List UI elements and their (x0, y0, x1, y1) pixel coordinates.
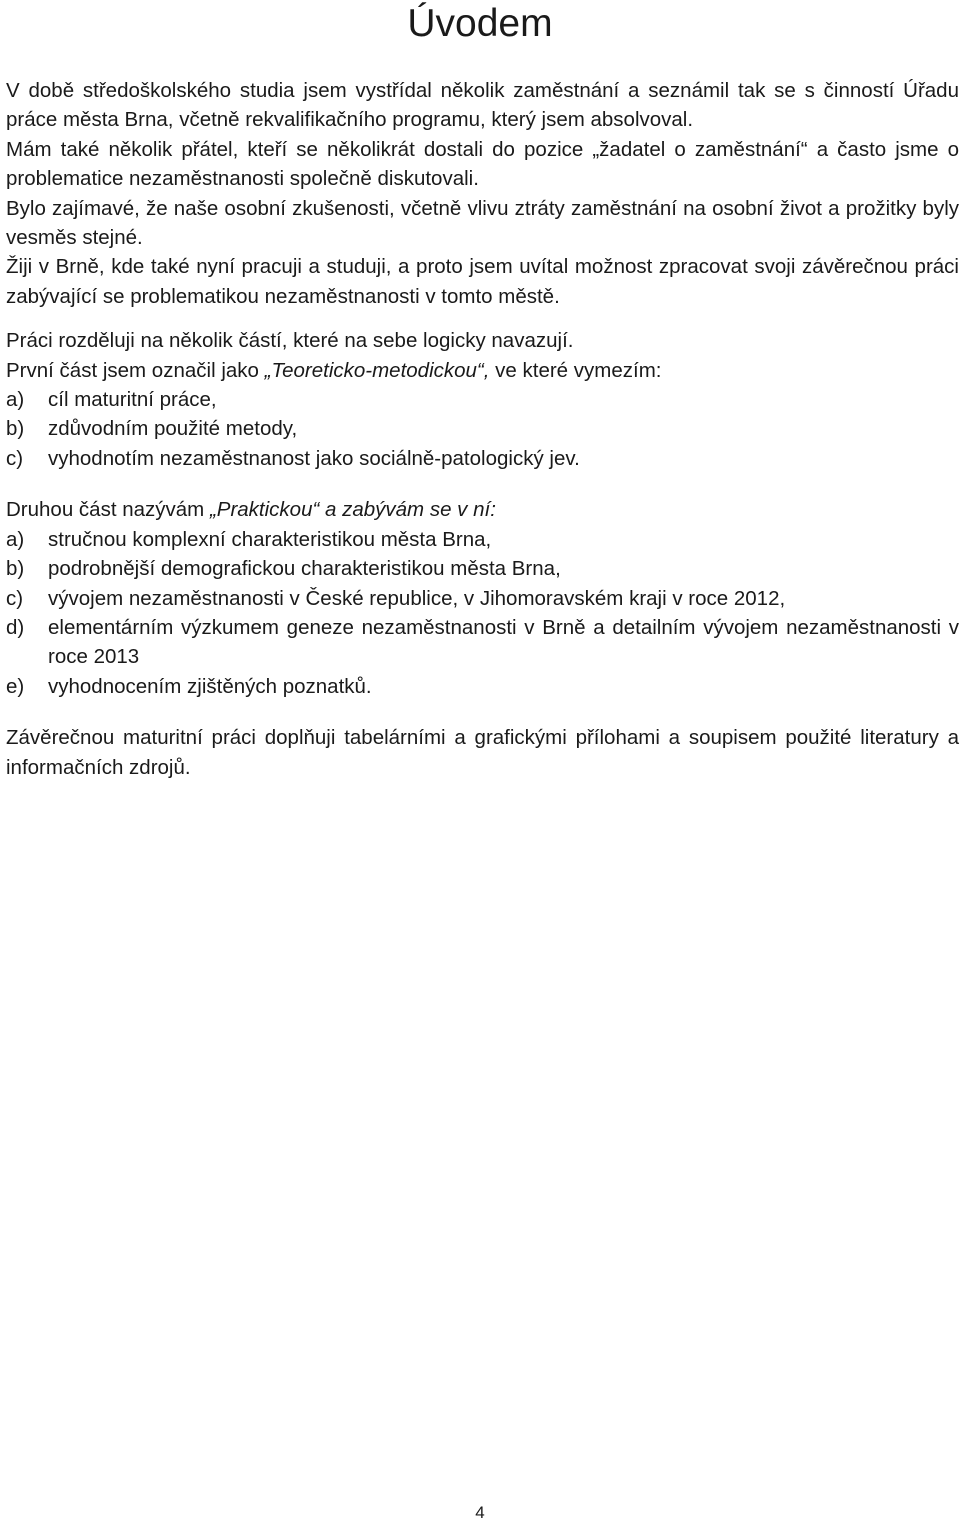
part-two-heading (6, 495, 959, 524)
part-one-list (6, 385, 959, 473)
list-item (6, 584, 959, 613)
document-body (6, 76, 959, 782)
spacer (6, 311, 959, 326)
conclusion-paragraph: Závěrečnou maturitní práci doplňuji tabelárními a grafickými přílohami a soupisem použité literatury a informačních zdrojů. (6, 726, 959, 779)
page-title: Úvodem (407, 2, 553, 45)
list-item (6, 554, 959, 583)
part-one-heading (6, 356, 959, 385)
list-item-text: vývojem nezaměstnanosti v České republice, v Jihomoravském kraji v roce 2012, (48, 586, 786, 610)
list-marker: b) (6, 557, 25, 581)
page-number: 4 (475, 1503, 485, 1522)
list-marker: a) (6, 527, 25, 551)
list-item-text: podrobnější demografickou charakteristikou města Brna, (48, 557, 561, 581)
list-item-text: elementárním výzkumem geneze nezaměstnanosti v Brně a detailním vývojem nezaměstnanosti v roce 2013 (48, 615, 959, 669)
part-one-name: „Teoreticko-metodickou“, (264, 358, 490, 382)
list-marker: d) (6, 615, 25, 639)
list-item (6, 444, 959, 473)
list-item-text: vyhodnotím nezaměstnanost jako sociálně-patologický jev. (48, 446, 580, 470)
part-two-lead: Druhou část nazývám (6, 498, 210, 522)
list-item (6, 525, 959, 554)
list-item (6, 414, 959, 443)
intro-paragraph-2: Mám také několik přátel, kteří se několikrát dostali do pozice „žadatel o zaměstnání“ a často jsme o problematice nezaměstnanosti společně diskutovali. (6, 137, 959, 191)
list-marker: b) (6, 417, 25, 441)
list-item (6, 385, 959, 414)
list-item-text: vyhodnocením zjištěných poznatků. (48, 674, 372, 698)
intro-paragraph-3: Bylo zajímavé, že naše osobní zkušenosti, včetně vlivu ztráty zaměstnání na osobní život a prožitky byly vesměs stejné. (6, 196, 959, 250)
intro-paragraph-4: Žiji v Brně, kde také nyní pracuji a studuji, a proto jsem uvítal možnost zpracovat svoji závěrečnou práci zabývající se problematikou nezaměstnanosti v tomto městě. (6, 255, 959, 308)
part-one-tail: ve které vymezím: (489, 358, 662, 382)
division-intro: Práci rozděluji na několik částí, které na sebe logicky navazují. (6, 329, 574, 353)
list-marker: a) (6, 388, 25, 412)
list-item-text: stručnou komplexní charakteristikou města Brna, (48, 527, 492, 551)
part-one-lead: První část jsem označil jako (6, 358, 265, 382)
spacer (6, 473, 959, 495)
part-two-name: „Praktickou“ a zabývám se v ní: (209, 498, 496, 522)
intro-paragraph-1: V době středoškolského studia jsem vystřídal několik zaměstnání a seznámil tak se s činností Úřadu práce města Brna, včetně rekvalifikačního programu, který jsem absolvoval. (6, 79, 959, 132)
list-item-text: cíl maturitní práce, (48, 388, 217, 412)
list-marker: c) (6, 586, 24, 610)
list-item (6, 672, 959, 701)
spacer (6, 701, 959, 723)
part-two-list (6, 525, 959, 701)
list-item-text: zdůvodním použité metody, (48, 417, 298, 441)
list-marker: c) (6, 446, 24, 470)
list-marker: e) (6, 674, 25, 698)
list-item (6, 613, 959, 672)
